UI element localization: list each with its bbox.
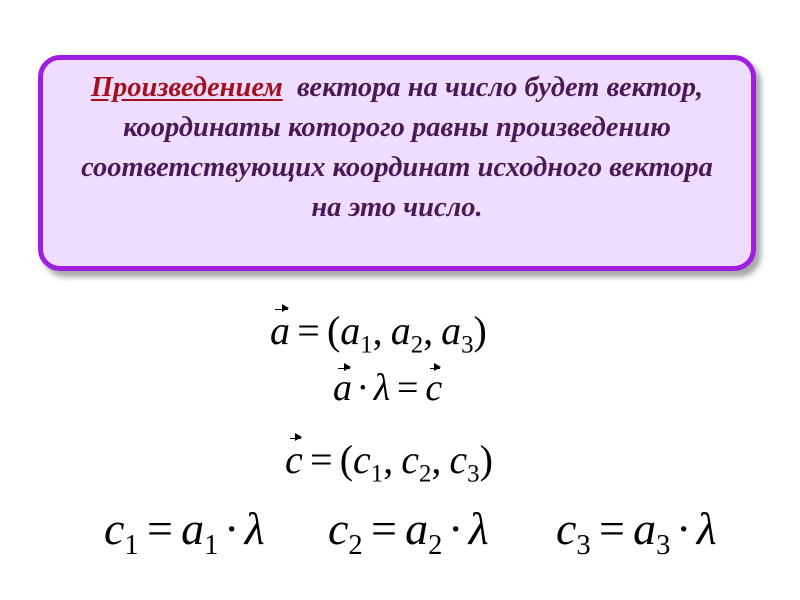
coord-symbol: a (633, 503, 657, 554)
lambda-symbol: λ (373, 367, 391, 409)
formula-c2 (328, 502, 489, 562)
subscript: 2 (410, 331, 424, 359)
formula-vector-c (285, 436, 493, 489)
coord-symbol: c (353, 437, 371, 482)
definition-text: вектора на число будет вектор, координаты которого равны произведению соответствующих координат исходного вектора на это число. (81, 72, 713, 223)
lambda-symbol: λ (696, 503, 717, 554)
vector-c-symbol: c (425, 367, 443, 409)
subscript: 3 (656, 529, 671, 561)
coord-symbol: a (340, 308, 361, 353)
equals-sign: = (146, 503, 173, 554)
multiply-dot: · (356, 367, 370, 409)
formula-c1 (104, 502, 265, 562)
formula-product (333, 366, 442, 410)
right-paren: ) (473, 308, 487, 353)
vector-c-symbol: c (285, 437, 303, 482)
equals-sign: = (397, 367, 419, 409)
left-paren: ( (326, 308, 341, 353)
coord-symbol: a (405, 503, 429, 554)
comma: , (423, 308, 434, 353)
comma: , (383, 437, 394, 482)
right-paren: ) (479, 437, 493, 482)
subscript: 3 (467, 460, 480, 488)
subscript: 1 (360, 331, 373, 359)
equals-sign: = (598, 503, 625, 554)
coord-symbol: a (441, 308, 462, 353)
coord-symbol: a (390, 308, 411, 353)
comma: , (431, 437, 442, 482)
coord-symbol: c (449, 437, 468, 482)
equals-sign: = (370, 503, 397, 554)
subscript: 1 (370, 460, 384, 488)
subscript: 2 (428, 529, 443, 561)
lambda-symbol: λ (468, 503, 489, 554)
subscript: 2 (348, 529, 363, 561)
subscript: 3 (461, 331, 474, 359)
subscript: 1 (124, 529, 139, 561)
lambda-symbol: λ (244, 503, 265, 554)
subscript: 3 (576, 529, 591, 561)
formula-c3 (556, 502, 717, 562)
coord-symbol: c (401, 437, 419, 482)
vector-a-symbol: a (333, 367, 352, 409)
coord-symbol: c (328, 503, 349, 554)
definition-box (38, 55, 756, 271)
equals-sign: = (297, 308, 320, 353)
multiply-dot: · (447, 503, 464, 554)
coord-symbol: c (556, 503, 577, 554)
vector-a-symbol: a (270, 308, 290, 353)
coord-symbol: a (181, 503, 205, 554)
multiply-dot: · (223, 503, 240, 554)
formula-vector-a (270, 307, 487, 360)
subscript: 2 (418, 460, 432, 488)
multiply-dot: · (675, 503, 692, 554)
equals-sign: = (309, 437, 333, 482)
definition-term: Произведением (90, 72, 283, 103)
subscript: 1 (204, 529, 219, 561)
coord-symbol: c (104, 503, 125, 554)
left-paren: ( (339, 437, 354, 482)
comma: , (372, 308, 383, 353)
